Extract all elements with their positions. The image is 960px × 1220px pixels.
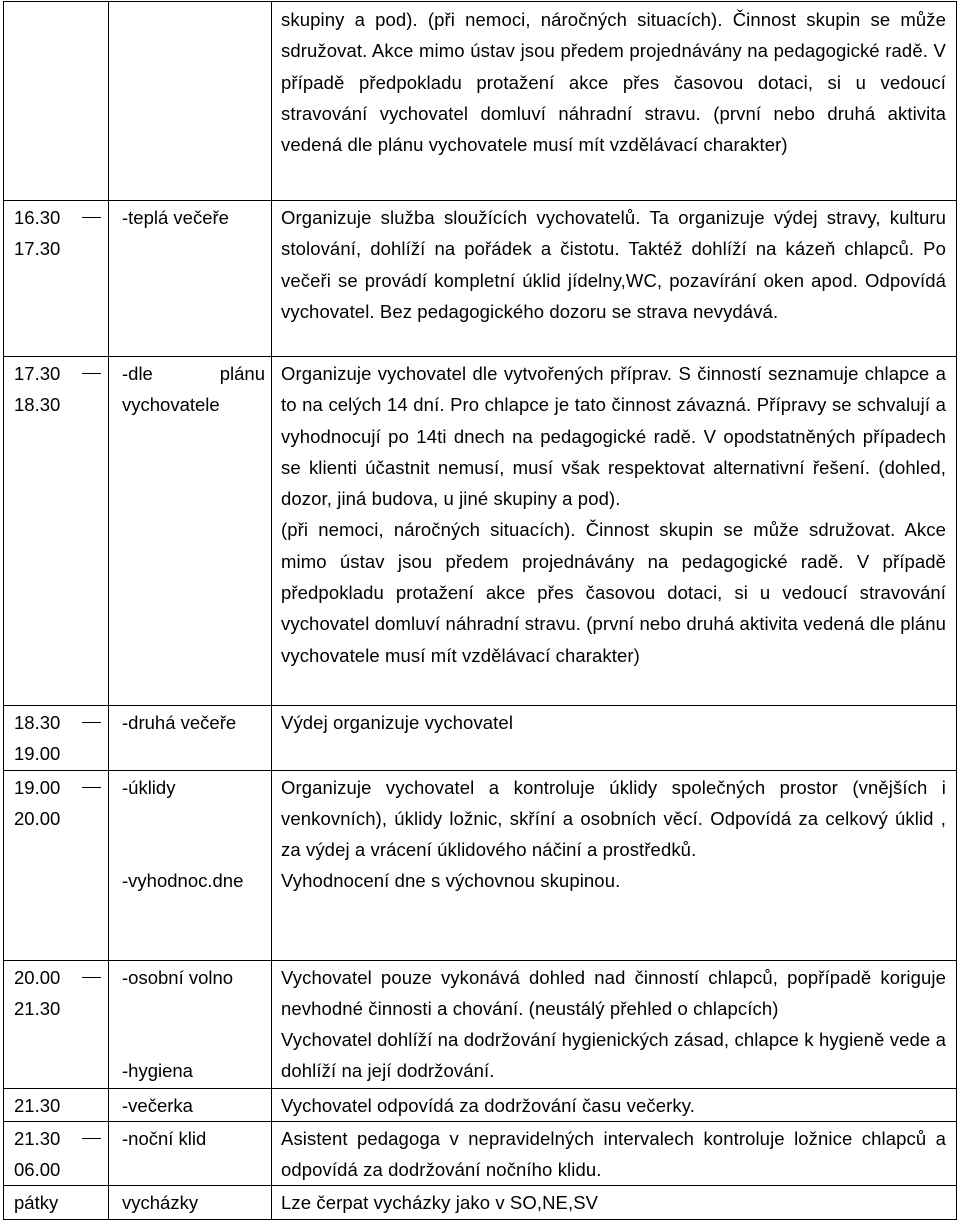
- time-end: 19.00: [14, 743, 61, 765]
- activity-label: -teplá večeře: [122, 207, 229, 228]
- description-text: Vychovatel pouze vykonává dohled nad činností chlapců, popřípadě koriguje nevhodné činnosti a chování. (neustálý přehled o chlapcích): [281, 966, 946, 1019]
- table-row: [4, 201, 957, 357]
- time-cell: [4, 1186, 109, 1219]
- description-text: Organizuje služba sloužících vychovatelů. Ta organizuje výdej stravy, kulturu stolování, dohlíží na pořádek a čistotu. Taktéž dohlíží na kázeň chlapců. Po večeři se provádí kompletní úklid jídelny,WC, pozavírání oken apod. Odpovídá vychovatel. Bez pedagogického dozoru se strava nevydává.: [281, 207, 946, 322]
- activity-cell: [109, 706, 272, 771]
- table-row: [4, 2, 957, 201]
- description-cell: [272, 1088, 957, 1121]
- table-row: [4, 770, 957, 960]
- activity-cell: [109, 770, 272, 960]
- time-dash: [82, 787, 101, 788]
- description-text: Organizuje vychovatel dle vytvořených příprav. S činností seznamuje chlapce a to na celých 14 dní. Pro chlapce je tato činnost závazná. Přípravy se schvalují a vyhodnocují po 14ti dnech na pedagogické radě. V opodstatněných případech se klienti účastnit nemusí, musí však respektovat alternativní řešení. (dohled, dozor, jiná budova, u jiné skupiny a pod).: [281, 363, 946, 510]
- description-text: Vyhodnocení dne s výchovnou skupinou.: [281, 870, 621, 892]
- time-end: 20.00: [14, 807, 61, 829]
- time-cell: [4, 1121, 109, 1186]
- activity-label: -noční klid: [122, 1127, 207, 1149]
- time-start: 17.30: [14, 363, 61, 384]
- activity-cell: [109, 201, 272, 357]
- time-start: pátky: [14, 1192, 59, 1214]
- time-dash: [82, 217, 101, 218]
- description-cell: [272, 201, 957, 357]
- time-start: 16.30: [14, 207, 61, 228]
- activity-label: vychovatele: [122, 394, 220, 416]
- description-text: Vychovatel odpovídá za dodržování času večerky.: [281, 1094, 695, 1116]
- activity-label: -osobní volno: [122, 966, 234, 988]
- description-cell: [272, 1186, 957, 1219]
- activity-cell: [109, 1121, 272, 1186]
- activity-cell: [109, 960, 272, 1088]
- table-row: [4, 960, 957, 1088]
- activity-label: -vyhodnoc.dne: [122, 869, 244, 891]
- time-start: 18.30: [14, 712, 61, 733]
- description-cell: [272, 2, 957, 201]
- time-start: 19.00: [14, 776, 61, 798]
- time-start: 21.30: [14, 1094, 61, 1116]
- activity-cell: [109, 1088, 272, 1121]
- activity-label-first-line: -dle plánu: [122, 363, 265, 384]
- schedule-table: [3, 1, 957, 1220]
- description-cell: [272, 706, 957, 771]
- activity-cell: [109, 1186, 272, 1219]
- time-dash: [82, 722, 101, 723]
- time-start: 21.30: [14, 1127, 61, 1149]
- description-cell: [272, 960, 957, 1088]
- time-end: 17.30: [14, 238, 61, 260]
- table-row: [4, 1088, 957, 1121]
- description-text: Lze čerpat vycházky jako v SO,NE,SV: [281, 1192, 599, 1214]
- time-cell: [4, 2, 109, 201]
- description-cell: [272, 770, 957, 960]
- activity-label: vycházky: [122, 1192, 199, 1214]
- table-row: [4, 706, 957, 771]
- time-end: 21.30: [14, 997, 61, 1019]
- time-cell: [4, 960, 109, 1088]
- description-text: Vychovatel dohlíží na dodržování hygienických zásad, chlapce k hygieně vede a dohlíží na její dodržování.: [281, 1029, 946, 1082]
- time-end: 18.30: [14, 394, 61, 416]
- description-text: Výdej organizuje vychovatel: [281, 712, 514, 733]
- description-text: skupiny a pod). (při nemoci, náročných situacích). Činnost skupin se může sdružovat. Akce mimo ústav jsou předem projednávány na pedagogické radě. V případě předpokladu protažení akce přes časovou dotaci, si u vedoucí stravování vychovatel domluví náhradní stravu. (první nebo druhá aktivita vedená dle plánu vychovatele musí mít vzdělávací charakter): [281, 9, 946, 156]
- description-text: (při nemoci, náročných situacích). Činnost skupin se může sdružovat. Akce mimo ústav jsou předem projednávány na pedagogické radě. V případě předpokladu protažení akce přes časovou dotaci, si u vedoucí stravování vychovatel domluví náhradní stravu. (první nebo druhá aktivita vedená dle plánu vychovatele musí mít vzdělávací charakter): [281, 519, 946, 666]
- activity-label: -hygiena: [122, 1059, 193, 1081]
- time-cell: [4, 706, 109, 771]
- table-row: [4, 357, 957, 706]
- time-dash: [82, 977, 101, 978]
- activity-label: -večerka: [122, 1094, 193, 1116]
- description-cell: [272, 1121, 957, 1186]
- activity-label: -úklidy: [122, 776, 176, 798]
- time-dash: [82, 1138, 101, 1139]
- description-cell: [272, 357, 957, 706]
- activity-label: -druhá večeře: [122, 712, 237, 733]
- description-text: Organizuje vychovatel a kontroluje úklidy společných prostor (vnějších i venkovních), úklidy ložnic, skříní a osobních věcí. Odpovídá za celkový úklid , za výdej a vrácení úklidového náčiní a prostředků.: [281, 776, 946, 861]
- time-end: 06.00: [14, 1159, 61, 1181]
- table-row: [4, 1186, 957, 1219]
- time-cell: [4, 770, 109, 960]
- activity-cell: [109, 357, 272, 706]
- time-dash: [82, 373, 101, 374]
- activity-cell: [109, 2, 272, 201]
- time-cell: [4, 357, 109, 706]
- table-row: [4, 1121, 957, 1186]
- time-cell: [4, 201, 109, 357]
- description-text: Asistent pedagoga v nepravidelných intervalech kontroluje ložnice chlapců a odpovídá za dodržování nočního klidu.: [281, 1127, 946, 1181]
- time-start: 20.00: [14, 966, 61, 988]
- time-cell: [4, 1088, 109, 1121]
